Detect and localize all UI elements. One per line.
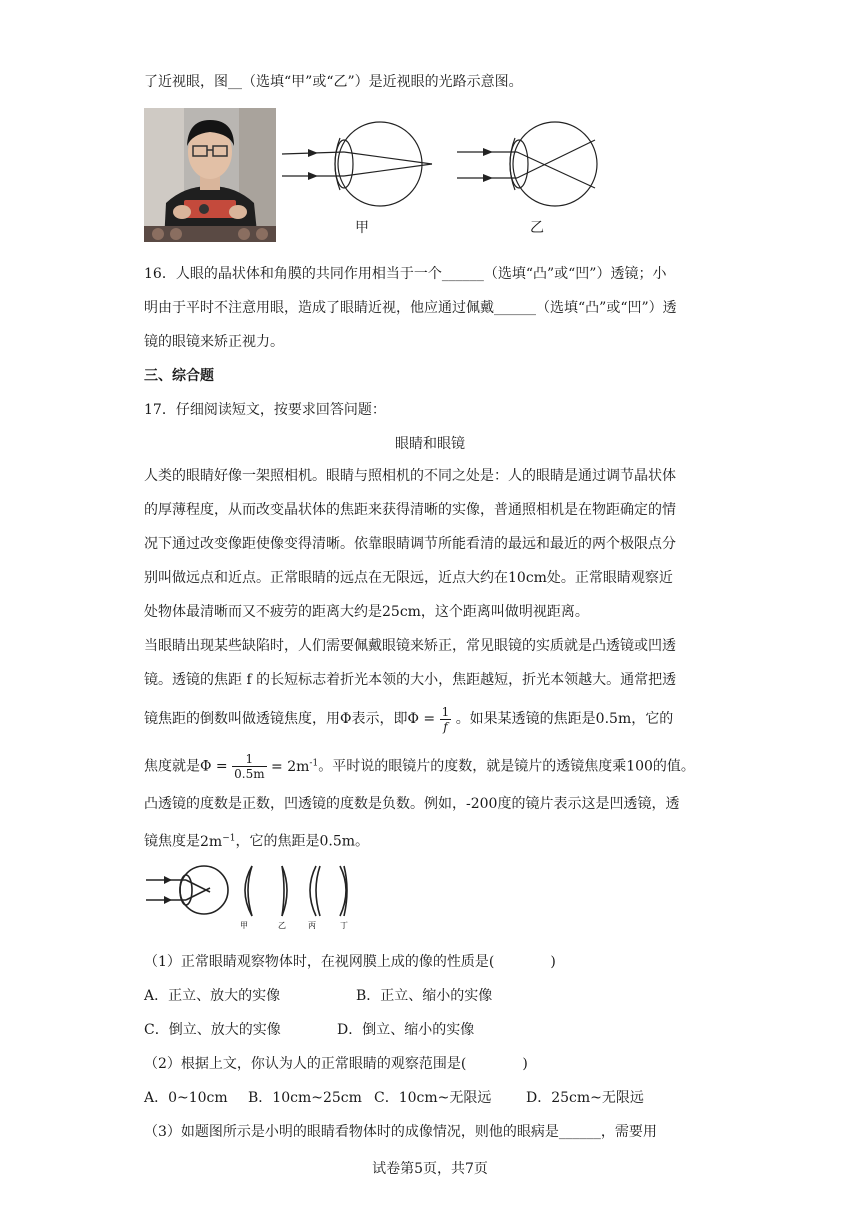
formula-one-over-half-meter: $\frac{1}{0.5m}$ <box>234 752 265 782</box>
lens-label-bing: 丙 <box>308 921 316 930</box>
paragraph1-line5: 处物体最清晰而又不疲劳的距离大约是25cm，这个距离叫做明视距离。 <box>144 604 589 620</box>
option-2c[interactable]: C．10cm~无限远 <box>374 1090 492 1106</box>
paragraph2-line2: 镜。透镜的焦距 f 的长短标志着折光本领的大小，焦距越短，折光本领越大。通常把透 <box>144 672 677 688</box>
option-1c[interactable]: C．倒立、放大的实像 <box>144 1022 281 1038</box>
q15-tail: 了近视眼，图__（选填“甲”或“乙”）是近视眼的光路示意图。 <box>144 74 523 90</box>
student-photo <box>144 108 276 242</box>
paragraph1-line4: 别叫做远点和近点。正常眼睛的远点在无限远，近点大约在10cm处。正常眼睛观察近 <box>144 570 673 586</box>
sub-question-1: （1）正常眼睛观察物体时，在视网膜上成的像的性质是( ) <box>144 954 556 970</box>
option-1b[interactable]: B．正立、缩小的实像 <box>356 988 493 1004</box>
q17-intro: 17．仔细阅读短文，按要求回答问题： <box>144 402 386 418</box>
sub-question-3: （3）如题图所示是小明的眼睛看物体时的成像情况，则他的眼病是______，需要用 <box>144 1124 657 1140</box>
page-footer: 试卷第5页，共7页 <box>372 1161 488 1177</box>
option-2d[interactable]: D．25cm~无限远 <box>526 1090 644 1106</box>
degree-explanation: 。平时说的眼镜片的度数，就是镜片的透镜焦度乘100的值。 <box>318 758 695 775</box>
figure-label-yi: 乙 <box>530 220 544 236</box>
example-focal-length: 。如果某透镜的焦距是0.5m，它的 <box>455 711 674 727</box>
option-2a[interactable]: A．0~10cm <box>144 1090 228 1106</box>
q16-line2: 明由于平时不注意用眼，造成了眼睛近视，他应通过佩戴______（选填“凸”或“凹”）透 <box>144 300 677 316</box>
option-1d[interactable]: D．倒立、缩小的实像 <box>337 1022 475 1038</box>
lens-label-ding: 丁 <box>340 921 348 930</box>
paragraph1-line2: 的厚薄程度，从而改变晶状体的焦距来获得清晰的实像，普通照相机是在物距确定的情 <box>144 502 676 518</box>
paragraph2-line1: 当眼睛出现某些缺陷时，人们需要佩戴眼镜来矫正，常见眼镜的实质就是凸透镜或凹透 <box>144 638 676 654</box>
q16-line1: 16．人眼的晶状体和角膜的共同作用相当于一个______（选填“凸”或“凹”）透镜；小 <box>144 266 667 282</box>
option-2b[interactable]: B．10cm~25cm <box>248 1090 362 1106</box>
eye-diagram-yi <box>455 118 615 218</box>
sub-question-2: （2）根据上文，你认为人的正常眼睛的观察范围是( ) <box>144 1056 528 1072</box>
paragraph2-line3 <box>144 702 673 736</box>
paragraph2-line5: 凸透镜的度数是正数，凹透镜的度数是负数。例如，-200度的镜片表示这是凹透镜，透 <box>144 796 680 812</box>
paragraph1-line1: 人类的眼睛好像一架照相机。眼睛与照相机的不同之处是：人的眼睛是通过调节晶状体 <box>144 468 676 484</box>
article-title: 眼睛和眼镜 <box>395 436 465 452</box>
figure-label-jia: 甲 <box>355 220 369 236</box>
focal-power-definition: 镜焦距的倒数叫做透镜焦度，用Φ表示，即Φ = <box>144 711 436 727</box>
q16-line3: 镜的眼镜来矫正视力。 <box>144 334 284 350</box>
paragraph2-line4 <box>144 746 695 784</box>
option-1a[interactable]: A．正立、放大的实像 <box>144 988 281 1004</box>
paragraph2-line6: 镜焦度是$2m^{-1}$，它的焦距是0.5m。 <box>144 833 370 850</box>
lens-label-yi: 乙 <box>278 921 286 930</box>
section-heading: 三、综合题 <box>144 368 214 384</box>
example-power-result: = $2m^{-1}$ <box>271 758 319 775</box>
power-value: $2m^{-1}$ <box>200 833 236 850</box>
example-power-label: 焦度就是Φ = <box>144 758 228 775</box>
myopia-eye-and-lenses-figure <box>144 862 364 932</box>
lens-label-jia: 甲 <box>240 921 248 930</box>
eye-diagram-jia <box>280 118 440 218</box>
paragraph1-line3: 况下通过改变像距使像变得清晰。依靠眼睛调节所能看清的最远和最近的两个极限点分 <box>144 536 676 552</box>
formula-one-over-f: $\frac{1}{f}$ <box>441 704 450 734</box>
